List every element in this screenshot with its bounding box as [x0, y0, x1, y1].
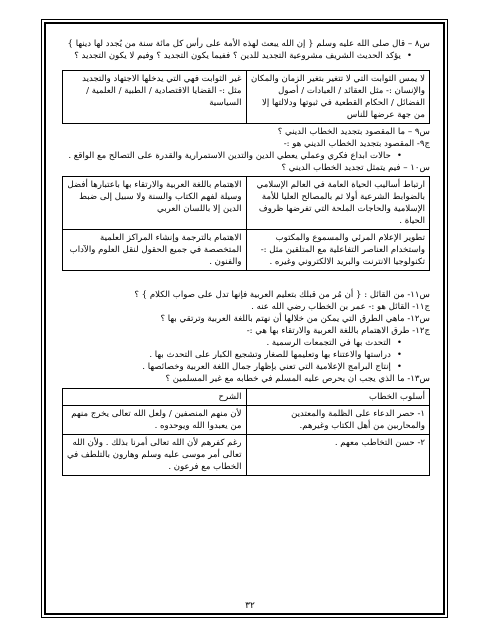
question-8-bullet: • يؤكد الحديث الشريف مشروعية التجديد للدين ؟ ففيما يكون التجديد ؟ وفيم لا يكون التجديد ؟ — [62, 50, 430, 62]
question-13: س١٣- ما الذي يجب ان يحرص عليه المسلم في خطابه مع غير المسلمين ؟ — [165, 374, 430, 384]
answer-12-bullet: • التحدث بها في التجمعات الرسمية . — [62, 337, 430, 349]
table-cell: الاهتمام بالترجمة وإنشاء المراكز العلمية المتخصصة في جميع الحقول لنقل العلوم والآداب والفنون . — [63, 230, 247, 271]
question-11: س١١- من القائل : { أن مُر من قبلك بتعليم العربية فإنها تدل على صواب الكلام } ؟ — [134, 290, 430, 300]
page-number: ٣٢ — [245, 601, 255, 611]
question-12: س١٢- ماهي الطرق التي يمكن من خلالها أن نهتم باللغة العربية وترتقي بها ؟ — [160, 314, 430, 324]
table-cell: لأن منهم المنصفين / ولعل الله تعالى يخرج منهم من يعبدوا الله ويوحدوه . — [63, 406, 247, 435]
table-cell: ١- حصر الدعاء على الظلمة والمعتدين والمحاربين من أهل الكتاب وغيرهم. — [246, 406, 430, 435]
q8-table — [62, 70, 430, 124]
answer-9-bullet: • حالات ابداع فكري وعملي يعطي الدين والتدين الاستمرارية والقدرة على التصالح مع الواقع . — [62, 150, 430, 162]
table-cell: الاهتمام باللغة العربية والارتقاء بها باعتبارها أفضل وسيلة لفهم الكتاب والسنة ولا سبيل إلى ضبط الدين إلا باللسان العربي — [63, 177, 247, 230]
answer-11: ج١١- القائل هو :- عمر بن الخطاب رضي الله عنه . — [251, 302, 430, 312]
table-cell: ٢- حسن التخاطب معهم . — [246, 435, 430, 476]
q13-table — [62, 388, 430, 476]
answer-12-bullet: • إنتاج البرامج الإعلامية التي تعني بإظهار جمال اللغة العربية وخصائصها . — [62, 361, 430, 373]
table-header-row — [63, 389, 430, 406]
table-cell: تطوير الإعلام المرئي والمسموع والمكتوب واستخدام العناصر التفاعلية مع المتلقين مثل :- تكنولوجيا الانترنت والبريد الالكتروني وغيره . — [246, 230, 430, 271]
q10-table — [62, 176, 430, 271]
table-row — [63, 435, 430, 476]
table-header-cell: الشرح — [63, 389, 247, 406]
table-header-cell: أسلوب الخطاب — [246, 389, 430, 406]
table-cell: لا يمس الثوابت التي لا تتغير بتغير الزمان والمكان والإنسان :- مثل العقائد / العبادات / أصول الفضائل / الحكام القطعية في ثبوتها ودلالتها إلا من جهة عرضها للناس — [246, 71, 430, 124]
table-row — [63, 230, 430, 271]
table-cell: رغم كفرهم لأن الله تعالى أمرنا بذلك . ولأن الله تعالى أمر موسى عليه وسلم وهارون بالتلطف في الخطاب مع فرعون . — [63, 435, 247, 476]
answer-12-bullet: • دراستها والاعتناء بها وتعليمها للصغار وتشجيع الكبار على التحدث بها . — [62, 349, 430, 361]
question-9: س٩ – ما المقصود بتجديد الخطاب الديني ؟ — [277, 127, 430, 137]
table-row — [63, 177, 430, 230]
table-cell: ارتباط أساليب الحياة العامة في العالم الإسلامي بالضوابط الشرعية أولا ثم بالمصالح العليا للأمة الإسلامية والحاجات الملحة التي تفرضها ظروف الحياة . — [246, 177, 430, 230]
table-cell: غير الثوابت فهي التي يدخلها الاجتهاد والتجديد مثل :- القضايا الاقتصادية / الطبية / العلمية / السياسية — [63, 71, 247, 124]
answer-12: ج١٢- طرق الاهتمام باللغة العربية والارتقاء بها هي :- — [246, 326, 430, 336]
question-10: س١٠ – فيم يتمثل تجديد الخطاب الديني ؟ — [281, 163, 430, 173]
question-8: س٨ – قال صلى الله عليه وسلم { إن الله يبعث لهذه الأمة على رأس كل مائة سنة من يُجدد لها دينها } — [67, 39, 430, 49]
table-row — [63, 406, 430, 435]
page-content — [62, 38, 430, 476]
table-row — [63, 71, 430, 124]
answer-9: ج٩- المقصود بتجديد الخطاب الديني هو :- — [283, 139, 430, 149]
